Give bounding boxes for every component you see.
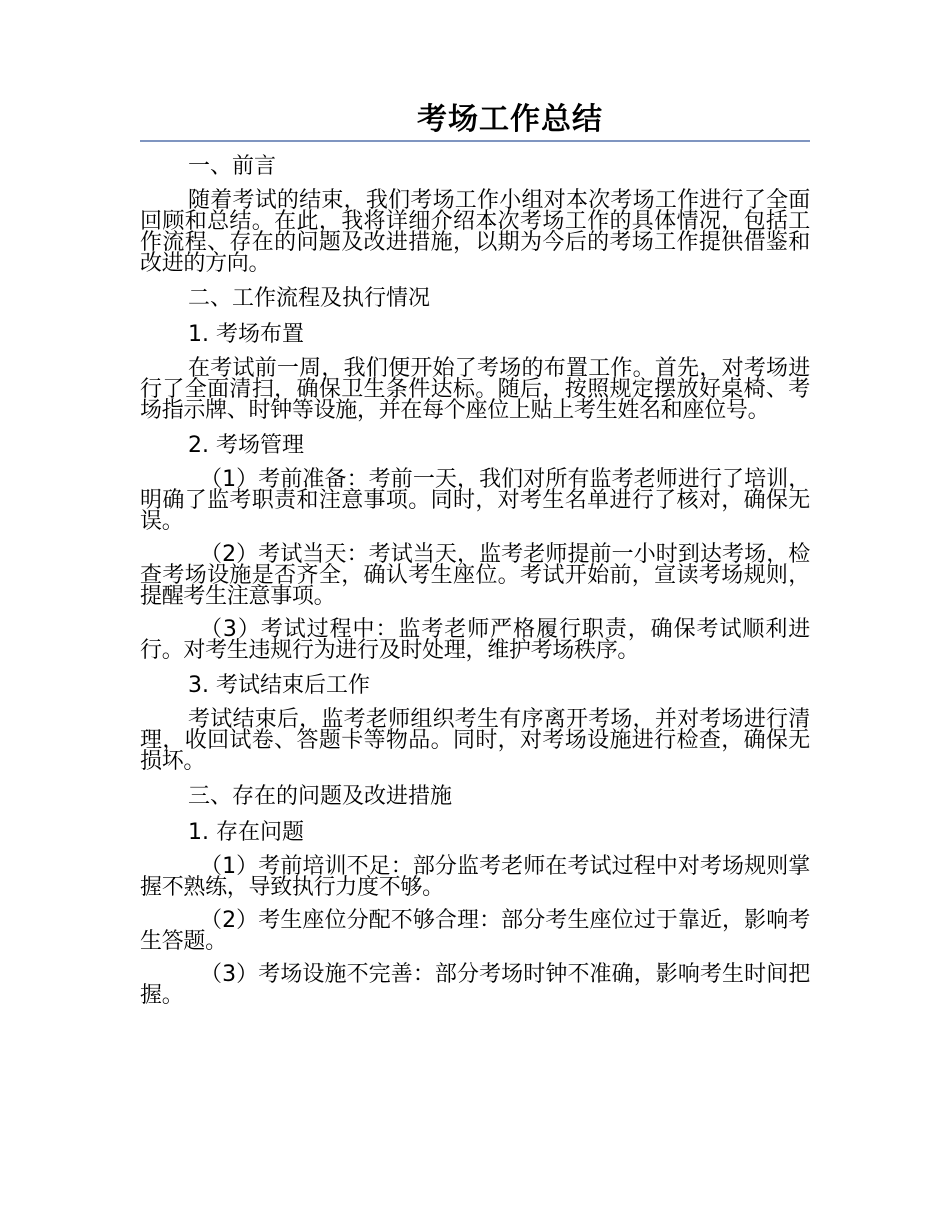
paragraph-exam-day: （2）考试当天：考试当天，监考老师提前一小时到达考场，检查考场设施是否齐全，确认考生座位。考试开始前，宣读考场规则，提醒考生注意事项。 [140, 542, 810, 609]
subheading-post-exam: 3. 考试结束后工作 [188, 673, 370, 698]
paragraph-preface: 随着考试的结束，我们考场工作小组对本次考场工作进行了全面回顾和总结。在此，我将详细介绍本次考场工作的具体情况，包括工作流程、存在的问题及改进措施，以期为今后的考场工作提供借鉴和改进的方向。 [140, 188, 810, 276]
paragraph-post-exam: 考试结束后，监考老师组织考生有序离开考场，并对考场进行清理，收回试卷、答题卡等物品。同时，对考场设施进行检查，确保无损坏。 [140, 707, 810, 774]
section-heading-workflow: 二、工作流程及执行情况 [188, 286, 431, 311]
paragraph-problem-seating: （2）考生座位分配不够合理：部分考生座位过于靠近，影响考生答题。 [140, 908, 810, 954]
subheading-existing-problems: 1. 存在问题 [188, 820, 304, 845]
paragraph-during-exam: （3）考试过程中：监考老师严格履行职责，确保考试顺利进行。对考生违规行为进行及时处理，维护考场秩序。 [140, 617, 810, 663]
page-title: 考场工作总结 [417, 102, 603, 137]
paragraph-room-setup: 在考试前一周，我们便开始了考场的布置工作。首先，对考场进行了全面清扫，确保卫生条件达标。随后，按照规定摆放好桌椅、考场指示牌、时钟等设施，并在每个座位上贴上考生姓名和座位号。 [140, 356, 810, 423]
paragraph-problem-facilities: （3）考场设施不完善：部分考场时钟不准确，影响考生时间把握。 [140, 962, 810, 1008]
paragraph-pre-exam: （1）考前准备：考前一天，我们对所有监考老师进行了培训，明确了监考职责和注意事项。同时，对考生名单进行了核对，确保无误。 [140, 467, 810, 534]
subheading-room-setup: 1. 考场布置 [188, 322, 304, 347]
paragraph-problem-training: （1）考前培训不足：部分监考老师在考试过程中对考场规则掌握不熟练，导致执行力度不够。 [140, 854, 810, 900]
section-heading-problems: 三、存在的问题及改进措施 [188, 784, 453, 809]
document-page [140, 100, 810, 1018]
section-heading-preface: 一、前言 [188, 154, 277, 179]
subheading-room-management: 2. 考场管理 [188, 433, 304, 458]
title-underline [140, 140, 810, 142]
